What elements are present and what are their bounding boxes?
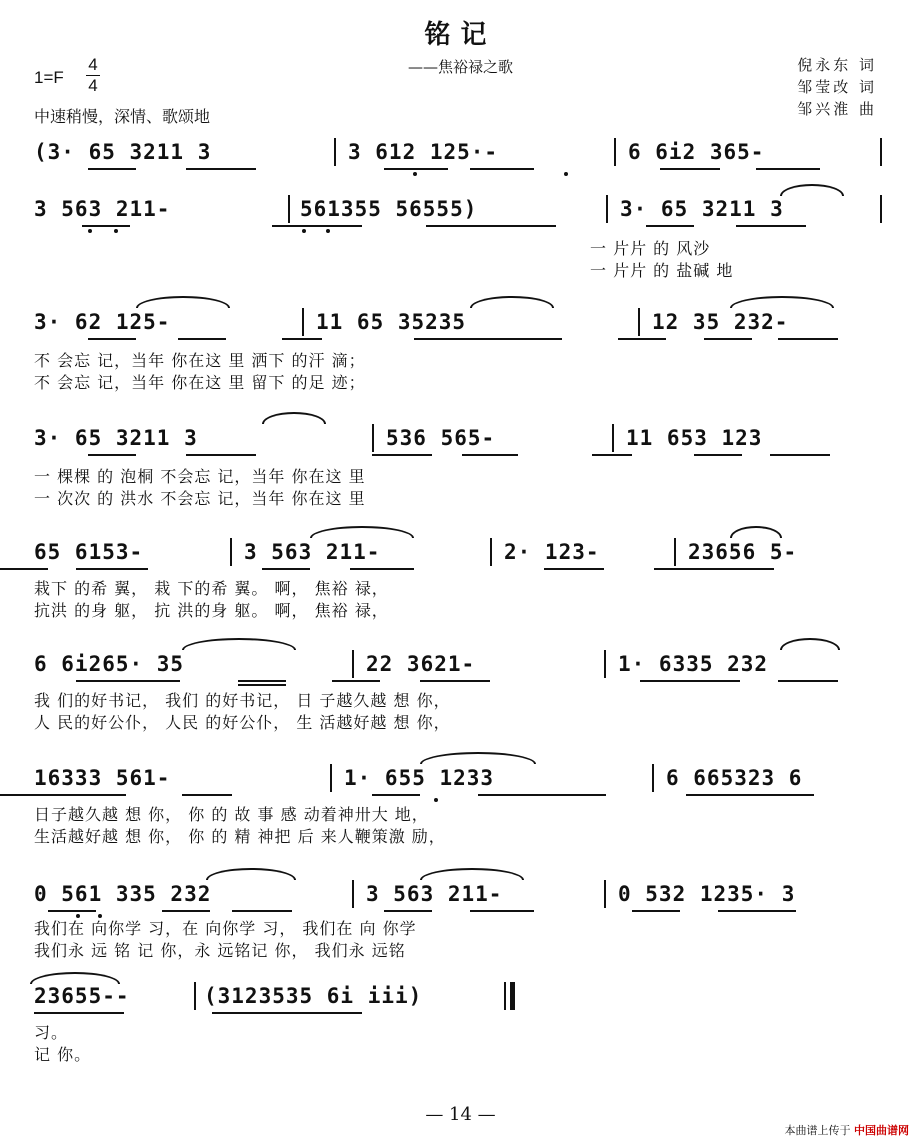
credit-lyricist: 倪永东 词 [797, 56, 877, 74]
beam [182, 794, 232, 796]
measure-group: 23655-- [34, 984, 130, 1008]
time-signature-top: 4 [88, 55, 98, 74]
slur [420, 752, 536, 764]
beam [384, 168, 448, 170]
beam [592, 454, 632, 456]
beam [470, 168, 534, 170]
final-barline-thin [504, 982, 506, 1010]
beam [76, 680, 180, 682]
beam [372, 794, 420, 796]
lyric-line: 日子越久越 想 你， 你 的 故 事 感 动着神卅大 地， [34, 805, 429, 824]
lyric-line: 人 民的好公仆， 人民 的好公仆， 生 活越好越 想 你， [34, 713, 451, 732]
beam [82, 225, 130, 227]
beam [478, 794, 606, 796]
lyric-line: 一 片片 的 盐碱 地 [590, 261, 734, 280]
lyric-line: 生活越好越 想 你， 你 的 精 神把 后 来人鞭策激 励， [34, 827, 446, 846]
beam [34, 1012, 124, 1014]
upload-notice [785, 1122, 910, 1138]
measure-group: 3 563 211- [244, 540, 381, 564]
page-number: — 14 — [425, 1104, 496, 1125]
measure-group: 3 563 211- [366, 882, 503, 906]
slur [470, 296, 554, 308]
lyric-line: 记 你。 [34, 1045, 92, 1064]
low-octave-dot [326, 229, 330, 233]
measure-group: (3· 65 3211 3 [34, 140, 212, 164]
beam [76, 568, 148, 570]
barline [330, 764, 332, 792]
barline [638, 308, 640, 336]
beam [262, 568, 310, 570]
measure-group: 3· 62 125- [34, 310, 171, 334]
song-title: 铭记 [424, 20, 497, 50]
low-octave-dot [413, 172, 417, 176]
barline [334, 138, 336, 166]
low-octave-dot [434, 798, 438, 802]
beam [88, 168, 136, 170]
measure-group: 1· 655 1233 [344, 766, 495, 790]
measure-group: 3· 65 3211 3 [34, 426, 198, 450]
beam [770, 454, 830, 456]
measure-group: 1· 6335 232 [618, 652, 769, 676]
measure-group: 3 563 211- [34, 197, 171, 221]
slur [206, 868, 296, 880]
beam [618, 338, 666, 340]
slur [730, 526, 782, 538]
measure-group: 561355 56555) [300, 197, 478, 221]
beam [686, 794, 814, 796]
low-octave-dot [114, 229, 118, 233]
measure-group: 11 65 35235 [316, 310, 467, 334]
slur [780, 184, 844, 196]
lyric-line: 一 次次 的 洪水 不会忘 记，当年 你在这 里 [34, 489, 366, 508]
barline [612, 424, 614, 452]
beam [384, 910, 432, 912]
measure-group: 0 532 1235· 3 [618, 882, 796, 906]
low-octave-dot [564, 172, 568, 176]
barline [614, 138, 616, 166]
upload-text: 本曲谱上传于 [784, 1124, 851, 1137]
barline [194, 982, 196, 1010]
beam [654, 568, 774, 570]
lyric-line: 不 会忘 记，当年 你在这 里 留下 的足 迹； [34, 373, 366, 392]
measure-group: 0 561 335 232 [34, 882, 212, 906]
beam [0, 568, 48, 570]
beam [704, 338, 752, 340]
tempo-marking: 中速稍慢，深情、歌颂地 [34, 107, 211, 126]
beam [544, 568, 604, 570]
beam [778, 680, 838, 682]
beam [736, 225, 806, 227]
measure-group: 6 6i2 365- [628, 140, 765, 164]
beam [186, 168, 256, 170]
beam [632, 910, 680, 912]
measure-group: 23656 5- [688, 540, 798, 564]
beam [372, 454, 432, 456]
beam [162, 910, 210, 912]
measure-group: 2· 123- [504, 540, 600, 564]
lyric-line: 抗洪 的身 躯， 抗 洪的身 躯。 啊， 焦裕 禄， [34, 601, 389, 620]
beam [350, 568, 414, 570]
beam [178, 338, 226, 340]
beam [462, 338, 562, 340]
barline [230, 538, 232, 566]
measure-group: (3123535 6i iii) [204, 984, 423, 1008]
beam [414, 338, 462, 340]
barline [302, 308, 304, 336]
beam [470, 910, 534, 912]
beam [718, 910, 796, 912]
beam [426, 225, 556, 227]
beam [282, 338, 322, 340]
site-logo[interactable]: 中国曲谱网 [854, 1124, 909, 1137]
measure-group: 6 6i265· 35 [34, 652, 185, 676]
barline [652, 764, 654, 792]
barline [372, 424, 374, 452]
measure-group: 3· 65 3211 3 [620, 197, 784, 221]
barline [880, 138, 882, 166]
beam [212, 1012, 362, 1014]
low-octave-dot [88, 229, 92, 233]
beam [48, 910, 96, 912]
beam [646, 225, 694, 227]
barline [674, 538, 676, 566]
slur [182, 638, 296, 650]
final-barline-thick [510, 982, 515, 1010]
measure-group: 16333 561- [34, 766, 171, 790]
credit-composer: 邹兴淮 曲 [797, 100, 877, 118]
low-octave-dot [302, 229, 306, 233]
lyric-line: 不 会忘 记，当年 你在这 里 洒下 的汗 滴； [34, 351, 366, 370]
measure-group: 65 6153- [34, 540, 144, 564]
slur [780, 638, 840, 650]
measure-group: 536 565- [386, 426, 496, 450]
barline [490, 538, 492, 566]
barline [604, 880, 606, 908]
measure-group: 12 35 232- [652, 310, 789, 334]
beam [778, 338, 838, 340]
lyric-line: 一 棵棵 的 泡桐 不会忘 记，当年 你在这 里 [34, 467, 366, 486]
lyric-line: 栽下 的希 翼， 栽 下的希 翼。 啊， 焦裕 禄， [34, 579, 389, 598]
beam [186, 454, 256, 456]
lyric-line: 我们在 向你学 习，在 向你学 习， 我们在 向 你学 [34, 919, 417, 938]
beam [756, 168, 820, 170]
time-signature-bottom: 4 [88, 76, 98, 95]
beam [232, 910, 292, 912]
beam [272, 225, 362, 227]
measure-group: 6 665323 6 [666, 766, 803, 790]
slur [136, 296, 230, 308]
measure-group: 3 612 125·- [348, 140, 499, 164]
barline [352, 650, 354, 678]
slur [310, 526, 414, 538]
beam [88, 454, 136, 456]
barline [288, 195, 290, 223]
measure-group: 11 653 123 [626, 426, 763, 450]
beam [238, 680, 286, 682]
beam [420, 680, 490, 682]
credit-lyric-editor: 邹莹改 词 [797, 78, 877, 96]
barline [880, 195, 882, 223]
beam [0, 794, 126, 796]
slur [730, 296, 834, 308]
barline [606, 195, 608, 223]
beam [462, 454, 518, 456]
beam [238, 684, 286, 686]
barline [604, 650, 606, 678]
beam [332, 680, 380, 682]
lyric-line: 习。 [34, 1023, 69, 1042]
measure-group: 22 3621- [366, 652, 476, 676]
slur [420, 868, 524, 880]
beam [694, 454, 742, 456]
slur [262, 412, 326, 424]
beam [640, 680, 740, 682]
beam [660, 168, 720, 170]
lyric-line: 我们永 远 铭 记 你，永 远铭记 你， 我们永 远铭 [34, 941, 406, 960]
beam [88, 338, 136, 340]
song-subtitle: ——焦裕禄之歌 [407, 58, 513, 76]
key-signature: 1=F [34, 68, 64, 87]
lyric-line: 一 片片 的 风沙 [590, 239, 711, 258]
barline [352, 880, 354, 908]
time-signature [86, 56, 100, 95]
lyric-line: 我 们的好书记， 我们 的好书记， 日 子越久越 想 你， [34, 691, 451, 710]
